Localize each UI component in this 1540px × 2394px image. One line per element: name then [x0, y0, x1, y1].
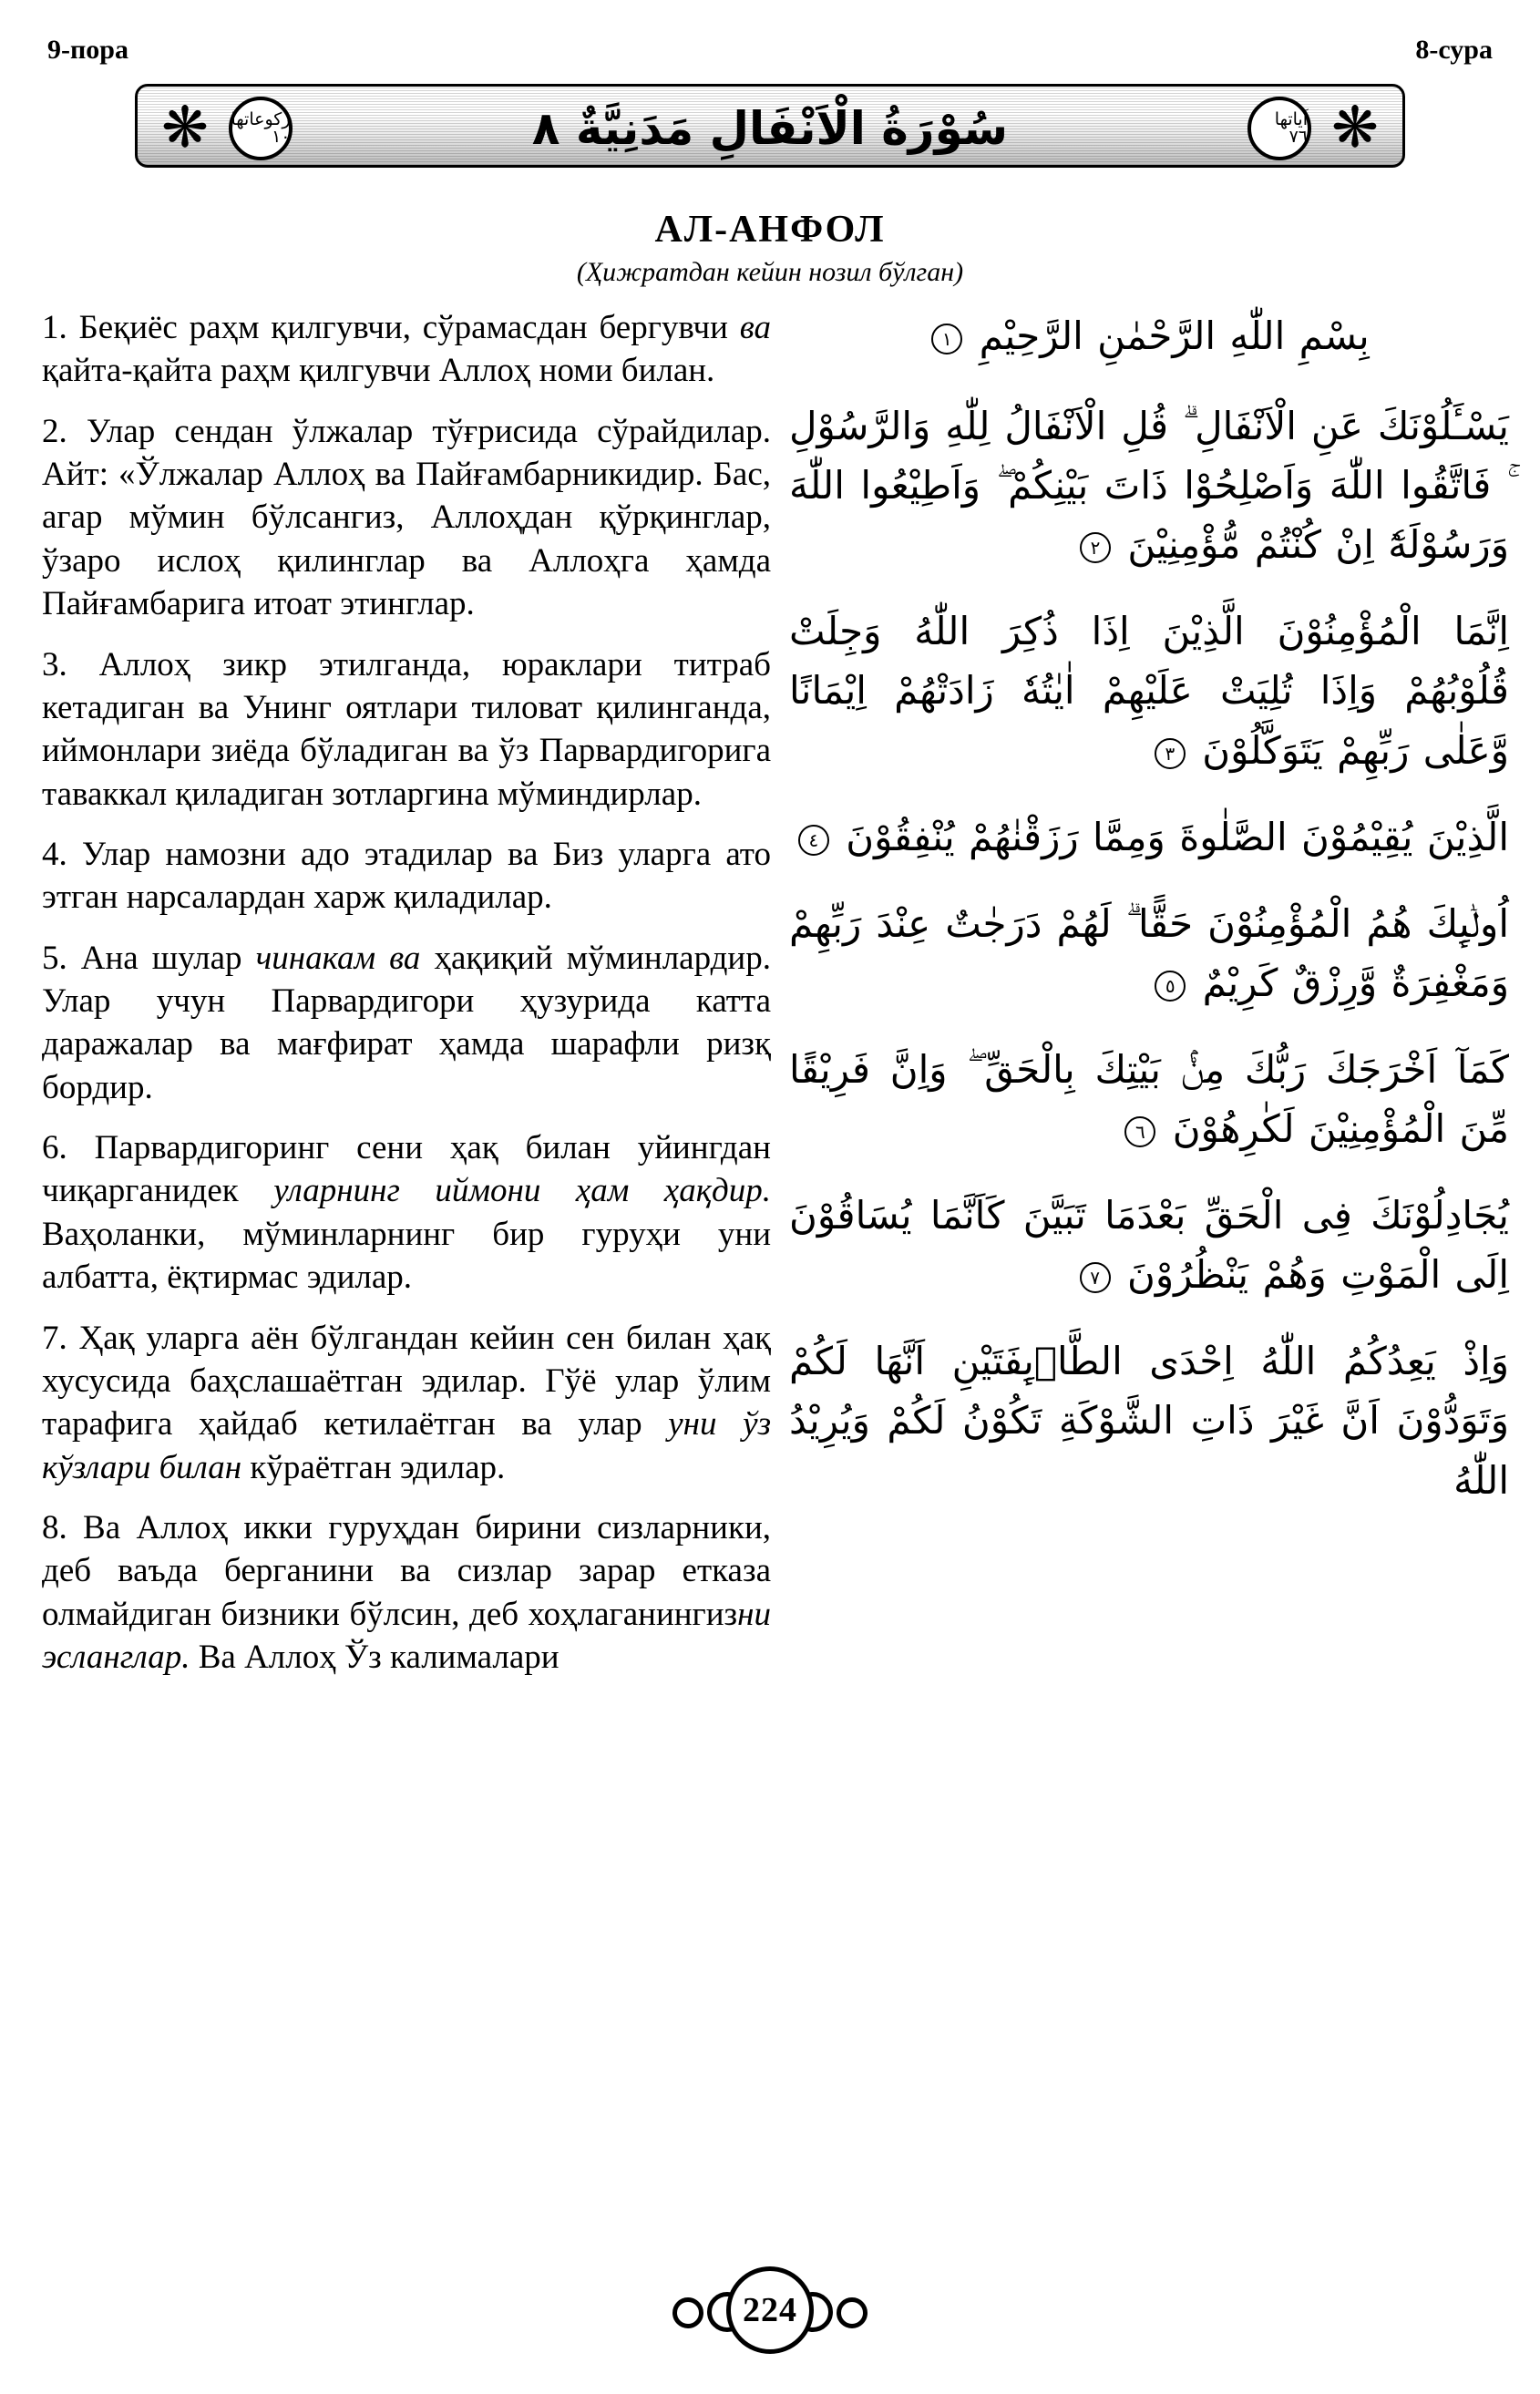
running-head-surah: 8-сура — [1415, 35, 1493, 65]
ayah-number-marker: ٧ — [1080, 1262, 1111, 1293]
ayah-number-marker: ٤ — [798, 825, 829, 856]
body-columns — [0, 306, 1540, 2238]
arabic-verse-text: وَاِذْ يَعِدُكُمُ اللّٰهُ اِحْدَى الطَّاۤىِٕفَتَيْنِ اَنَّهَا لَكُمْ وَتَوَدُّوْنَ اَنَّ غَيْرَ ذَاتِ الشَّوْكَةِ تَكُوْنُ لَكُمْ وَيُرِيْدُ اللّٰهُ — [789, 1339, 1509, 1503]
ayah-number-marker: ١ — [931, 324, 962, 354]
arabic-verse-text: اُولٰۤىِٕكَ هُمُ الْمُؤْمِنُوْنَ حَقًّا ۗ لَهُمْ دَرَجٰتٌ عِنْدَ رَبِّهِمْ وَمَغْفِرَةٌ وَّرِزْقٌ كَرِيْمٌ — [789, 900, 1509, 1005]
ayah-number-marker: ٣ — [1155, 738, 1186, 769]
cartouche-lobe-left-outer — [672, 2297, 703, 2328]
running-heads — [47, 35, 1493, 77]
ayah-count-badge: آياتها ٧٦ — [1247, 97, 1311, 160]
arabic-verse — [789, 807, 1509, 867]
translation-paragraph: 3. Аллоҳ зикр этилганда, юраклари титраб кетадиган ва Унинг оятлари тиловат қилинганда, иймонлари зиёда бўладиган ва ўз Парвардигорига таваккал қиладиган зотларгина мўминдирлар. — [42, 645, 771, 813]
translation-paragraph: 5. Ана шулар чинакам ва ҳақиқий мўминлардир. Улар учун Парвардигори ҳузурида катта даражалар ва мағфират ҳамда шарафли ризқ бордир. — [42, 939, 771, 1106]
ayah-number-marker: ٦ — [1124, 1116, 1155, 1147]
arabic-verse — [789, 1040, 1509, 1158]
uzbek-translation-column — [42, 306, 771, 1696]
running-head-juz: 9-пора — [47, 35, 128, 65]
translation-paragraph: 7. Ҳақ уларга аён бўлгандан кейин сен билан ҳақ хусусида баҳслашаётган эдилар. Гўё улар ўлим тарафига ҳайдаб кетилаётган ва улар уни ўз кўзлари билан кўраётган эдилар. — [42, 1319, 772, 1486]
ayah-number-marker: ٢ — [1080, 532, 1111, 563]
arabic-verse-text: اِنَّمَا الْمُؤْمِنُوْنَ الَّذِيْنَ اِذَا ذُكِرَ اللّٰهُ وَجِلَتْ قُلُوْبُهُمْ وَاِذَا تُلِيَتْ عَلَيْهِمْ اٰيٰتُهٗ زَادَتْهُمْ اِيْمَانًا وَّعَلٰى رَبِّهِمْ يَتَوَكَّلُوْنَ — [789, 609, 1509, 773]
arabic-verse — [789, 1186, 1509, 1304]
page-number: 224 — [743, 2291, 797, 2329]
translation-paragraph: 6. Парвардигоринг сени ҳақ билан уйингдан чиқарганидек уларнинг иймони ҳам ҳақдир. Ваҳоланки, мўминларнинг бир гуруҳи уни албатта, ёқтирмас эдилар. — [42, 1129, 771, 1297]
arabic-verse-text: يُجَادِلُوْنَكَ فِى الْحَقِّ بَعْدَمَا تَبَيَّنَ كَاَنَّمَا يُسَاقُوْنَ اِلَى الْمَوْتِ وَهُمْ يَنْظُرُوْنَ — [789, 1193, 1509, 1298]
translation-paragraph: 4. Улар намозни адо этадилар ва Биз уларга ато этган нарсалардан харж қиладилар. — [42, 835, 771, 917]
ornament-right-icon: ❋ — [1331, 94, 1379, 160]
arabic-verse-text: يَسْـَٔلُوْنَكَ عَنِ الْاَنْفَالِ ۗ قُلِ الْاَنْفَالُ لِلّٰهِ وَالرَّسُوْلِ ۚ فَاتَّقُوا اللّٰهَ وَاَصْلِحُوْا ذَاتَ بَيْنِكُمْ ۖ وَاَطِيْعُوا اللّٰهَ وَرَسُوْلَهٗٓ اِنْ كُنْتُمْ مُّؤْمِنِيْنَ — [789, 404, 1509, 568]
page-number-cartouche — [665, 2266, 875, 2354]
page-number-circle — [726, 2266, 814, 2354]
arabic-verse — [789, 306, 1509, 365]
translation-paragraph: 8. Ва Аллоҳ икки гуруҳдан бирини сизларники, деб ваъда берганини ва сизлар зарар етказа олмайдиган бизники бўлсин, деб хоҳлаганингизни эсланглар. Ва Аллоҳ Ўз калималари — [42, 1508, 771, 1677]
surah-header-band — [135, 84, 1405, 168]
arabic-text-column — [789, 306, 1509, 1537]
ayah-number-marker: ٥ — [1155, 971, 1186, 1002]
arabic-verse — [789, 1331, 1509, 1509]
arabic-verse-text: كَمَآ اَخْرَجَكَ رَبُّكَ مِنْۢ بَيْتِكَ بِالْحَقِّ ۖ وَاِنَّ فَرِيْقًا مِّنَ الْمُؤْمِنِيْنَ لَكٰرِهُوْنَ — [789, 1046, 1509, 1152]
ornament-left-icon: ❋ — [161, 94, 209, 160]
arabic-verse-text: بِسْمِ اللّٰهِ الرَّحْمٰنِ الرَّحِيْمِ — [965, 313, 1370, 358]
ruku-count-badge: ركوعاتها ١٠ — [229, 97, 293, 160]
arabic-verse — [789, 601, 1509, 779]
surah-revelation-note: (Ҳижратдан кейин нозил бўлган) — [576, 257, 964, 287]
arabic-verse — [789, 894, 1509, 1012]
surah-arabic-title: سُوْرَةُ الْاَنْفَالِ مَدَنِيَّةٌ ٨ — [531, 102, 1009, 155]
arabic-verse — [789, 396, 1509, 574]
translation-paragraph: 1. Беқиёс раҳм қилгувчи, сўрамасдан бергувчи ва қайта-қайта раҳм қилгувчи Аллоҳ номи билан. — [42, 309, 771, 390]
translation-paragraph: 2. Улар сендан ўлжалар тўғрисида сўрайдилар. Айт: «Ўлжалар Аллоҳ ва Пайғамбарникидир. Бас, агар мўмин бўлсангиз, Аллоҳдан қўрқинглар, ўзаро ислоҳ қилинглар ва Аллоҳга ҳамда Пайғамбарига итоат этинглар. — [42, 412, 771, 623]
surah-name-heading: АЛ-АНФОЛ — [654, 209, 886, 251]
header-band-inner — [138, 87, 1402, 165]
arabic-verse-text: الَّذِيْنَ يُقِيْمُوْنَ الصَّلٰوةَ وَمِمَّا رَزَقْنٰهُمْ يُنْفِقُوْنَ — [831, 814, 1509, 859]
page-footer — [0, 2254, 1540, 2354]
cartouche-lobe-right-outer — [837, 2297, 868, 2328]
